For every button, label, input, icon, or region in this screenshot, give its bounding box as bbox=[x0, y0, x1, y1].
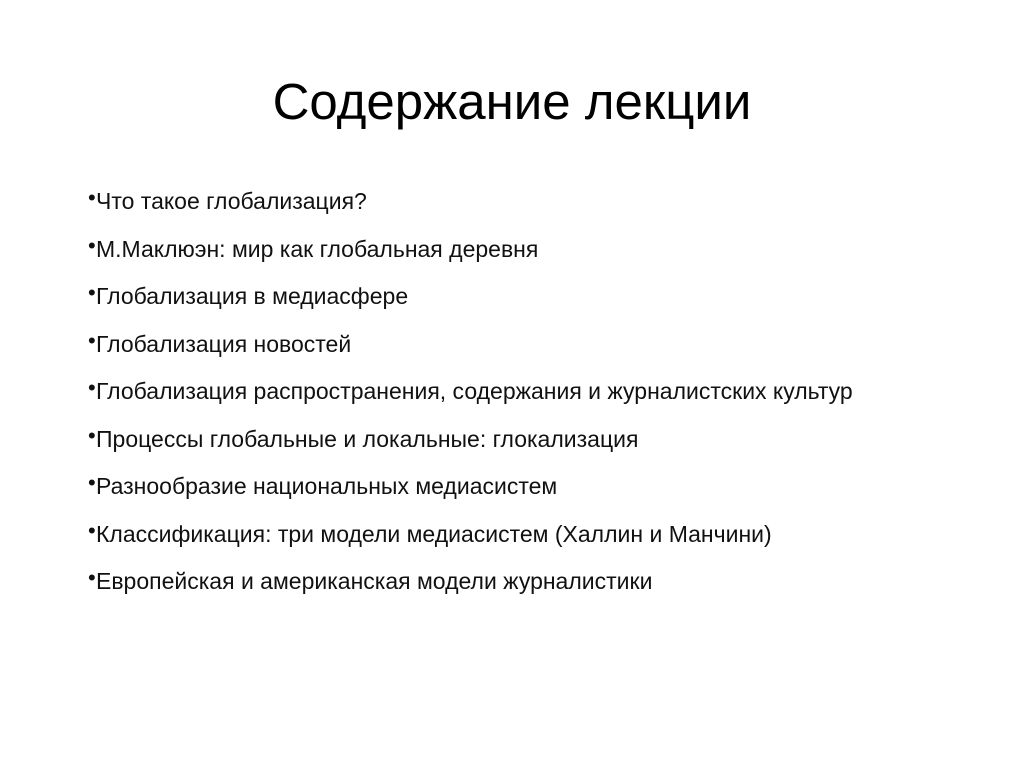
list-item-text: Разнообразие национальных медиасистем bbox=[96, 473, 558, 499]
list-item bbox=[88, 511, 1008, 559]
list-item bbox=[88, 321, 1008, 369]
list-item bbox=[88, 558, 1008, 606]
bullet-icon: • bbox=[88, 185, 96, 210]
list-item bbox=[88, 226, 1008, 274]
list-item bbox=[88, 368, 1008, 416]
list-item-text: М.Маклюэн: мир как глобальная деревня bbox=[96, 235, 539, 262]
bullet-icon: • bbox=[88, 232, 96, 258]
slide-title: Содержание лекции bbox=[272, 73, 752, 130]
bullet-icon: • bbox=[88, 280, 96, 305]
bullet-icon: • bbox=[88, 470, 96, 495]
bullet-icon: • bbox=[88, 422, 96, 448]
list-item-text: Что такое глобализация? bbox=[96, 188, 367, 214]
bullet-icon: • bbox=[88, 327, 96, 353]
bullet-icon: • bbox=[88, 375, 96, 400]
list-item-text: Глобализация в медиасфере bbox=[96, 283, 409, 309]
bullet-icon: • bbox=[88, 517, 96, 543]
list-item-text: Глобализация новостей bbox=[96, 330, 352, 357]
list-item-text: Европейская и американская модели журналистики bbox=[96, 568, 653, 594]
bullet-list bbox=[88, 178, 1008, 606]
bullet-icon: • bbox=[88, 565, 96, 590]
list-item bbox=[88, 416, 1008, 464]
list-item bbox=[88, 463, 1008, 511]
list-item-text: Глобализация распространения, содержания и журналистских культур bbox=[96, 378, 853, 404]
list-item-text: Классификация: три модели медиасистем (Халлин и Манчини) bbox=[96, 520, 772, 547]
list-item bbox=[88, 273, 1008, 321]
list-item-text: Процессы глобальные и локальные: глокализация bbox=[96, 425, 639, 452]
list-item bbox=[88, 178, 1008, 226]
